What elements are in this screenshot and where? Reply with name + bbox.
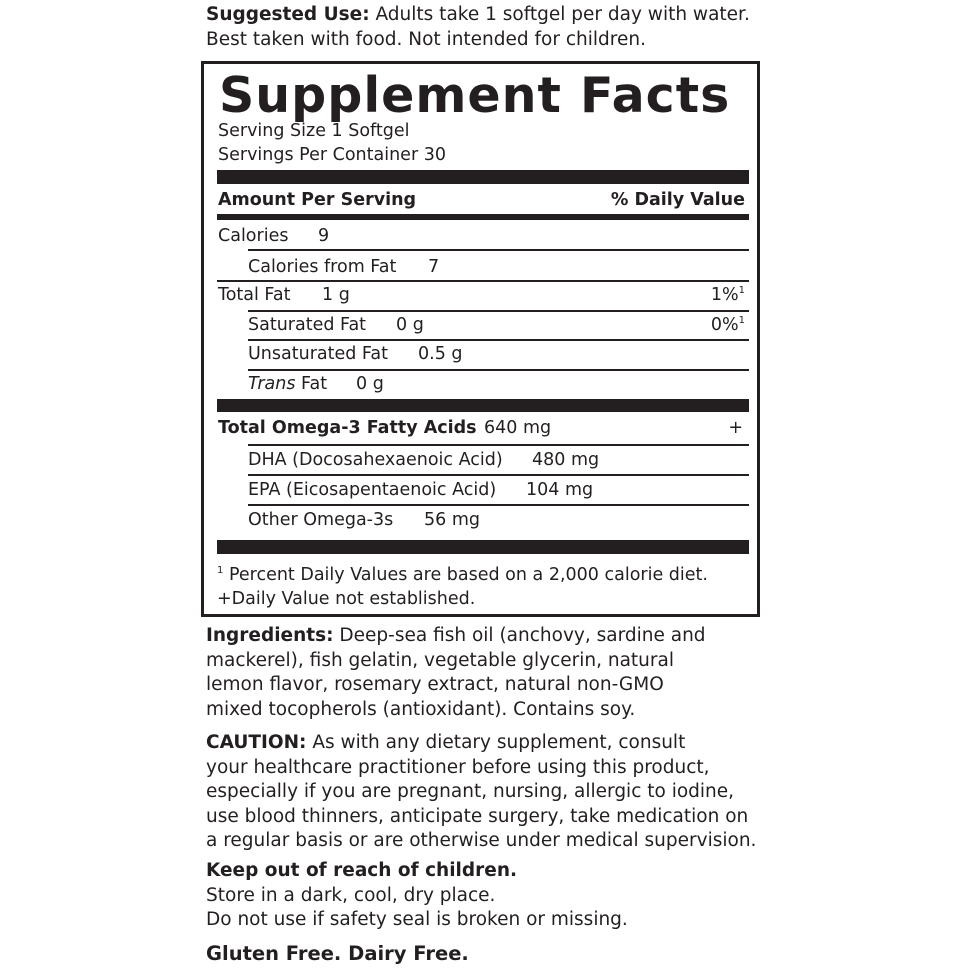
row-divider [248,310,749,312]
thick-divider [217,170,749,184]
supplement-facts-panel [201,61,760,617]
gluten-dairy-free: Gluten Free. Dairy Free. [206,942,469,965]
suggested-use: Suggested Use: Adults take 1 softgel per day with water. Best taken with food. Not intended for children. [206,4,750,50]
row-divider [248,504,749,506]
caution: CAUTION: As with any dietary supplement, consult your healthcare practitioner before using this product, especially if you are pregnant, nursing, allergic to iodine, use blood thinners, anticipate surgery, take medication on a regular basis or are otherwise under medical supervision. [206,732,757,851]
row-divider [217,280,749,282]
thick-divider [217,540,749,554]
row-trans-fat: Trans Fat 0 g [248,374,384,394]
row-total-omega-3: Total Omega-3 Fatty Acids 640 mg [218,418,552,438]
row-saturated-fat: Saturated Fat 0 g [248,315,424,335]
row-dha: DHA (Docosahexaenoic Acid) 480 mg [248,450,600,470]
medium-divider [217,399,749,412]
row-divider [248,474,749,476]
row-total-fat-dv: 1%$^1$ [710,285,745,305]
footnote-dv-not-established: +Daily Value not established. [217,589,476,609]
suggested-use-label: Suggested Use: [206,4,370,25]
amount-per-serving-header: Amount Per Serving [218,190,417,210]
footnote-percent-dv: $^1$ Percent Daily Values are based on a 2,000 calorie diet. [217,565,708,585]
row-saturated-fat-dv: 0%$^1$ [710,315,745,335]
row-calories-from-fat: Calories from Fat 7 [248,257,440,277]
ingredients: Ingredients: Deep-sea fish oil (anchovy, sardine and mackerel), fish gelatin, vegetable glycerin, natural lemon flavor, rosemary extract, natural non-GMO mixed tocopherols (antioxidant). Contains soy. [206,625,706,720]
caution-label: CAUTION: [206,732,307,753]
row-divider [248,369,749,371]
storage-instructions: Keep out of reach of children. Store in a dark, cool, dry place. Do not use if safety seal is broken or missing. [206,860,628,930]
row-calories: Calories 9 [218,226,330,246]
row-epa: EPA (Eicosapentaenoic Acid) 104 mg [248,480,594,500]
daily-value-header: % Daily Value [610,190,745,210]
row-divider [248,444,749,446]
serving-size: Serving Size 1 Softgel [218,121,410,141]
keep-out-of-reach: Keep out of reach of children. [206,860,518,881]
medium-divider [217,214,749,220]
row-divider [248,339,749,341]
ingredients-label: Ingredients: [206,625,334,646]
row-total-fat: Total Fat 1 g [218,285,350,305]
row-total-omega-3-dv: + [728,418,743,438]
panel-title: Supplement Facts [219,67,731,124]
row-divider [248,249,749,251]
row-unsaturated-fat: Unsaturated Fat 0.5 g [248,344,463,364]
servings-per-container: Servings Per Container 30 [218,145,446,165]
row-other-omega-3s: Other Omega-3s 56 mg [248,510,480,530]
